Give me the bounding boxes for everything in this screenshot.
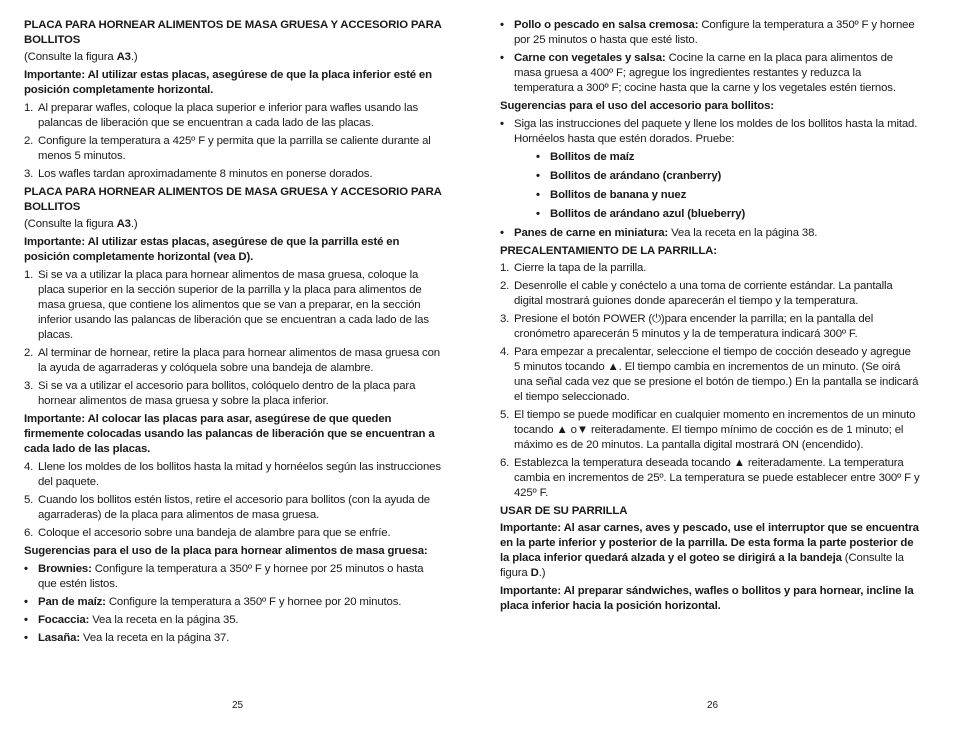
suggestions-heading: Sugerencias para el uso del accesorio para bollitos: bbox=[500, 100, 774, 112]
list-item: 3. Si se va a utilizar el accesorio para bollitos, colóquelo dentro de la placa para hornear alimentos de masa gruesa y sobre la placa inferior. bbox=[24, 380, 416, 407]
list-item: 3. Presione el botón POWER (⏻)para encender la parrilla; en la pantalla del cronómetro aparecerán 5 minutos y la de temperatura indicará 300º F. bbox=[500, 313, 874, 340]
figure-reference: (Consulte la figura A3.) bbox=[24, 51, 138, 63]
list-item: • Pollo o pescado en salsa cremosa: Configure la temperatura a 350º F y hornee por 25 minutos o hasta que esté listo. bbox=[500, 19, 915, 46]
list-item: • Brownies: Configure la temperatura a 350º F y hornee por 25 minutos o hasta que estén listos. bbox=[24, 563, 424, 590]
numbered-list bbox=[24, 460, 444, 541]
bullet-list bbox=[500, 226, 920, 241]
list-item: • Lasaña: Vea la receta en la página 37. bbox=[24, 632, 230, 644]
list-item: 5. El tiempo se puede modificar en cualquier momento en incrementos de un minuto tocando ▲ o▼ reiteradamente. El tiempo mínimo de cocción es de 1 minuto; el máximo es de 20 minutos. La pantalla digital mostrará ON (encendido). bbox=[500, 409, 916, 451]
list-item: 1. Si se va a utilizar la placa para hornear alimentos de masa gruesa, coloque la placa superior en la sección superior de la parrilla y la placa para alimentos de masa gruesa, que contiene los alimentos que se van a preparar, en la sección inferior usando las palancas de liberación que se encuentran a cada lado de las placas. bbox=[24, 269, 429, 341]
important-note: Importante: Al colocar las placas para asar, asegúrese de que queden firmemente colocadas usando las palancas de liberación que se encuentran a cada lado de las placas. bbox=[24, 413, 435, 455]
list-item: • Carne con vegetales y salsa: Cocine la carne en la placa para alimentos de masa gruesa a 400º F; agregue los ingredientes restantes y reduzca la temperatura a 300º F; cocine hasta que la carne y los vegetales estén tiernos. bbox=[500, 52, 896, 94]
list-item: • Bollitos de arándano (cranberry) bbox=[536, 170, 722, 182]
section-heading: USAR DE SU PARRILLA bbox=[500, 505, 628, 517]
suggestions-heading: Sugerencias para el uso de la placa para hornear alimentos de masa gruesa: bbox=[24, 545, 428, 557]
list-item: 2. Configure la temperatura a 425º F y permita que la parrilla se caliente durante al menos 5 minutos. bbox=[24, 135, 431, 162]
page-number: 26 bbox=[707, 700, 719, 711]
list-item: 5. Cuando los bollitos estén listos, retire el accesorio para bollitos (con la ayuda de agarraderas) de la placa para alimentos de masa gruesa. bbox=[24, 494, 430, 521]
list-item: • Siga las instrucciones del paquete y llene los moldes de los bollitos hasta la mitad. Hornéelos hasta que estén dorados. Pruebe: bbox=[500, 118, 918, 145]
section-heading: PLACA PARA HORNEAR ALIMENTOS DE MASA GRUESA Y ACCESORIO PARA BOLLITOS bbox=[24, 186, 442, 213]
list-item: 1. Cierre la tapa de la parrilla. bbox=[500, 262, 647, 274]
list-item: 1. Al preparar wafles, coloque la placa superior e inferior para wafles usando las palancas de liberación que se encuentran a cada lado de las placas. bbox=[24, 102, 419, 129]
bullet-list bbox=[500, 18, 920, 96]
list-item: • Bollitos de banana y nuez bbox=[536, 189, 687, 201]
list-item: • Focaccia: Vea la receta en la página 35. bbox=[24, 614, 239, 626]
important-note: Importante: Al preparar sándwiches, wafles o bollitos y para hornear, incline la placa inferior hacia la posición horizontal. bbox=[500, 585, 914, 612]
list-item: 6. Coloque el accesorio sobre una bandeja de alambre para que se enfríe. bbox=[24, 527, 391, 539]
list-item: 4. Para empezar a precalentar, seleccione el tiempo de cocción deseado y agregue 5 minutos tocando ▲. El tiempo cambia en incrementos de un minuto. (Se oirá una señal cada vez que se presione el botón de tiempo.) En la pantalla se indicará el tiempo seleccionado. bbox=[500, 346, 919, 403]
right-page bbox=[500, 18, 920, 617]
muffin-list bbox=[500, 150, 920, 222]
list-item: 2. Al terminar de hornear, retire la placa para hornear alimentos de masa gruesa con la ayuda de agarraderas y colóquela sobre una bandeja de alambre. bbox=[24, 347, 440, 374]
list-item: 3. Los wafles tardan aproximadamente 8 minutos en ponerse dorados. bbox=[24, 168, 373, 180]
important-note: Importante: Al asar carnes, aves y pescado, use el interruptor que se encuentra en la parte inferior y posterior de la parrilla. De esta forma la parte posterior de la placa inferior quedará alzada y el goteo se dirigirá a la bandeja (Consulte la figura D.) bbox=[500, 522, 919, 579]
list-item: 4. Llene los moldes de los bollitos hasta la mitad y hornéelos según las instrucciones del paquete. bbox=[24, 461, 441, 488]
numbered-list bbox=[500, 261, 920, 501]
list-item: • Panes de carne en miniatura: Vea la receta en la página 38. bbox=[500, 227, 818, 239]
important-note: Importante: Al utilizar estas placas, asegúrese de que la placa inferior esté en posición completamente horizontal. bbox=[24, 69, 432, 96]
section-heading: PRECALENTAMIENTO DE LA PARRILLA: bbox=[500, 245, 717, 257]
section-heading: PLACA PARA HORNEAR ALIMENTOS DE MASA GRUESA Y ACCESORIO PARA BOLLITOS bbox=[24, 19, 442, 46]
page-number: 25 bbox=[232, 700, 244, 711]
list-item: • Pan de maíz: Configure la temperatura a 350º F y hornee por 20 minutos. bbox=[24, 596, 402, 608]
figure-reference: (Consulte la figura A3.) bbox=[24, 218, 138, 230]
bullet-list bbox=[500, 117, 920, 147]
left-page bbox=[24, 18, 444, 649]
numbered-list bbox=[24, 101, 444, 182]
numbered-list bbox=[24, 268, 444, 409]
list-item: • Bollitos de arándano azul (blueberry) bbox=[536, 208, 746, 220]
list-item: 2. Desenrolle el cable y conéctelo a una toma de corriente estándar. La pantalla digital mostrará guiones donde aparecerán el tiempo y la temperatura. bbox=[500, 280, 893, 307]
list-item: • Bollitos de maíz bbox=[536, 151, 635, 163]
bullet-list bbox=[24, 562, 444, 646]
list-item: 6. Establezca la temperatura deseada tocando ▲ reiteradamente. La temperatura cambia en incrementos de 25º. La temperatura se puede establecer entre 300º F y 425º F. bbox=[500, 457, 920, 499]
important-note: Importante: Al utilizar estas placas, asegúrese de que la parrilla esté en posición completamente horizontal (vea D). bbox=[24, 236, 400, 263]
